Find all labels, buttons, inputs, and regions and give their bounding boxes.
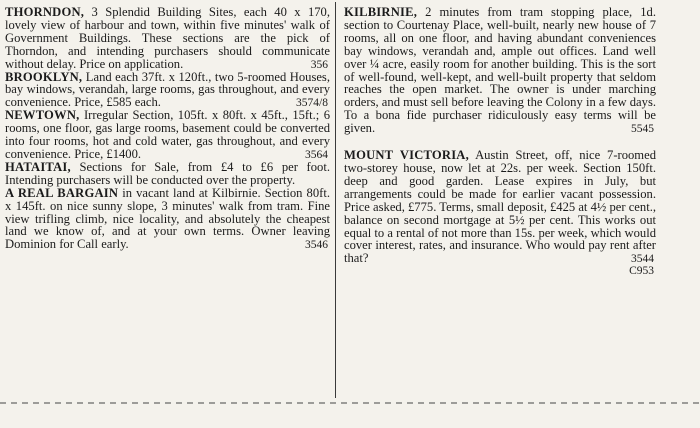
ad-brooklyn <box>5 71 330 110</box>
ad-body: 3 Splendid Building Sites, each 40 x 170, lovely view of harbour and town, within five minutes' walk of Government Buildings. These sections are the pick of Thorndon, and intending purchasers should communicate without delay. Price on application. <box>5 5 330 71</box>
column-divider <box>335 2 336 398</box>
ad-real-bargain <box>5 187 330 252</box>
right-column <box>344 6 656 277</box>
ad-hataitai <box>5 161 330 187</box>
ad-thorndon <box>5 6 330 71</box>
ad-heading: NEWTOWN, <box>5 108 80 123</box>
ad-mount-victoria <box>344 149 656 277</box>
ad-heading: A REAL BARGAIN <box>5 185 119 200</box>
ad-newtown <box>5 109 330 161</box>
ad-reference-number: 3546 <box>305 239 328 252</box>
ad-reference-number: 3574/8 <box>296 97 328 110</box>
ad-body: in vacant land at Kilbirnie. Section 80ft. x 145ft. on nice sunny slope, 3 minutes' walk from tram. Fine view trifling climb, nice locality, and absolutely the cheapest land we know of, and at your own terms. Owner leaving Dominion for Call early. <box>5 185 330 252</box>
left-column <box>5 6 330 251</box>
ad-reference-number: 356 <box>310 58 328 71</box>
ad-heading: KILBIRNIE, <box>344 5 418 19</box>
ad-reference-number: 3564 <box>305 148 328 161</box>
ad-heading: HATAITAI, <box>5 159 71 174</box>
bottom-dotted-rule <box>0 402 700 404</box>
ad-heading: THORNDON, <box>5 5 85 19</box>
ad-reference-code: C953 <box>629 265 654 278</box>
ad-reference-number: 5545 <box>631 123 654 136</box>
ad-body: Irregular Section, 105ft. x 80ft. x 45ft., 15ft.; 6 rooms, one floor, gas large rooms, basement could be converted into four rooms, hot and cold water, gas throughout, and every convenience. Price, £1400. <box>5 108 331 161</box>
ad-body: 2 minutes from tram stopping place, 1d. section to Courtenay Place, well-built, nearly new house of 7 rooms, all on one floor, and having abundant conveniences bay windows, verandah and, ample out offices. Land well over ¼ acre, easily room for another building. This is the sort of well-found, well-kept, and well-built property that seldom reaches the open market. The owner is under marching orders, and must sell before leaving the Colony in a few days. To a bona fide purchaser ridiculously easy terms will be given. <box>344 5 656 136</box>
ad-body: Austin Street, off, nice 7-roomed two-storey house, now let at 22s. per week. Section 150ft. deep and good garden. Lease expires in July, but arrangements could be made for earlier vacant possession. Price asked, £775. Terms, small deposit, £425 at 4½ per cent., balance on second mortgage at 5½ per cent. This works out equal to a rental of not more than 15s. per week, which would cover interest, rates, and insurance. Who would pay rent after that? <box>344 148 656 266</box>
ad-body: Land each 37ft. x 120ft., two 5-roomed Houses, bay windows, verandah, large rooms, gas throughout, and every convenience. Price, £585 each. <box>5 69 330 110</box>
ad-spacer <box>344 135 656 149</box>
ad-body: Sections for Sale, from £4 to £6 per foot. Intending purchasers will be conducted over the property. <box>5 159 330 187</box>
ad-heading: BROOKLYN, <box>5 69 83 84</box>
ad-kilbirnie <box>344 6 656 135</box>
ad-heading: MOUNT VICTORIA, <box>344 148 469 163</box>
ad-reference-number: 3544 <box>631 253 654 266</box>
